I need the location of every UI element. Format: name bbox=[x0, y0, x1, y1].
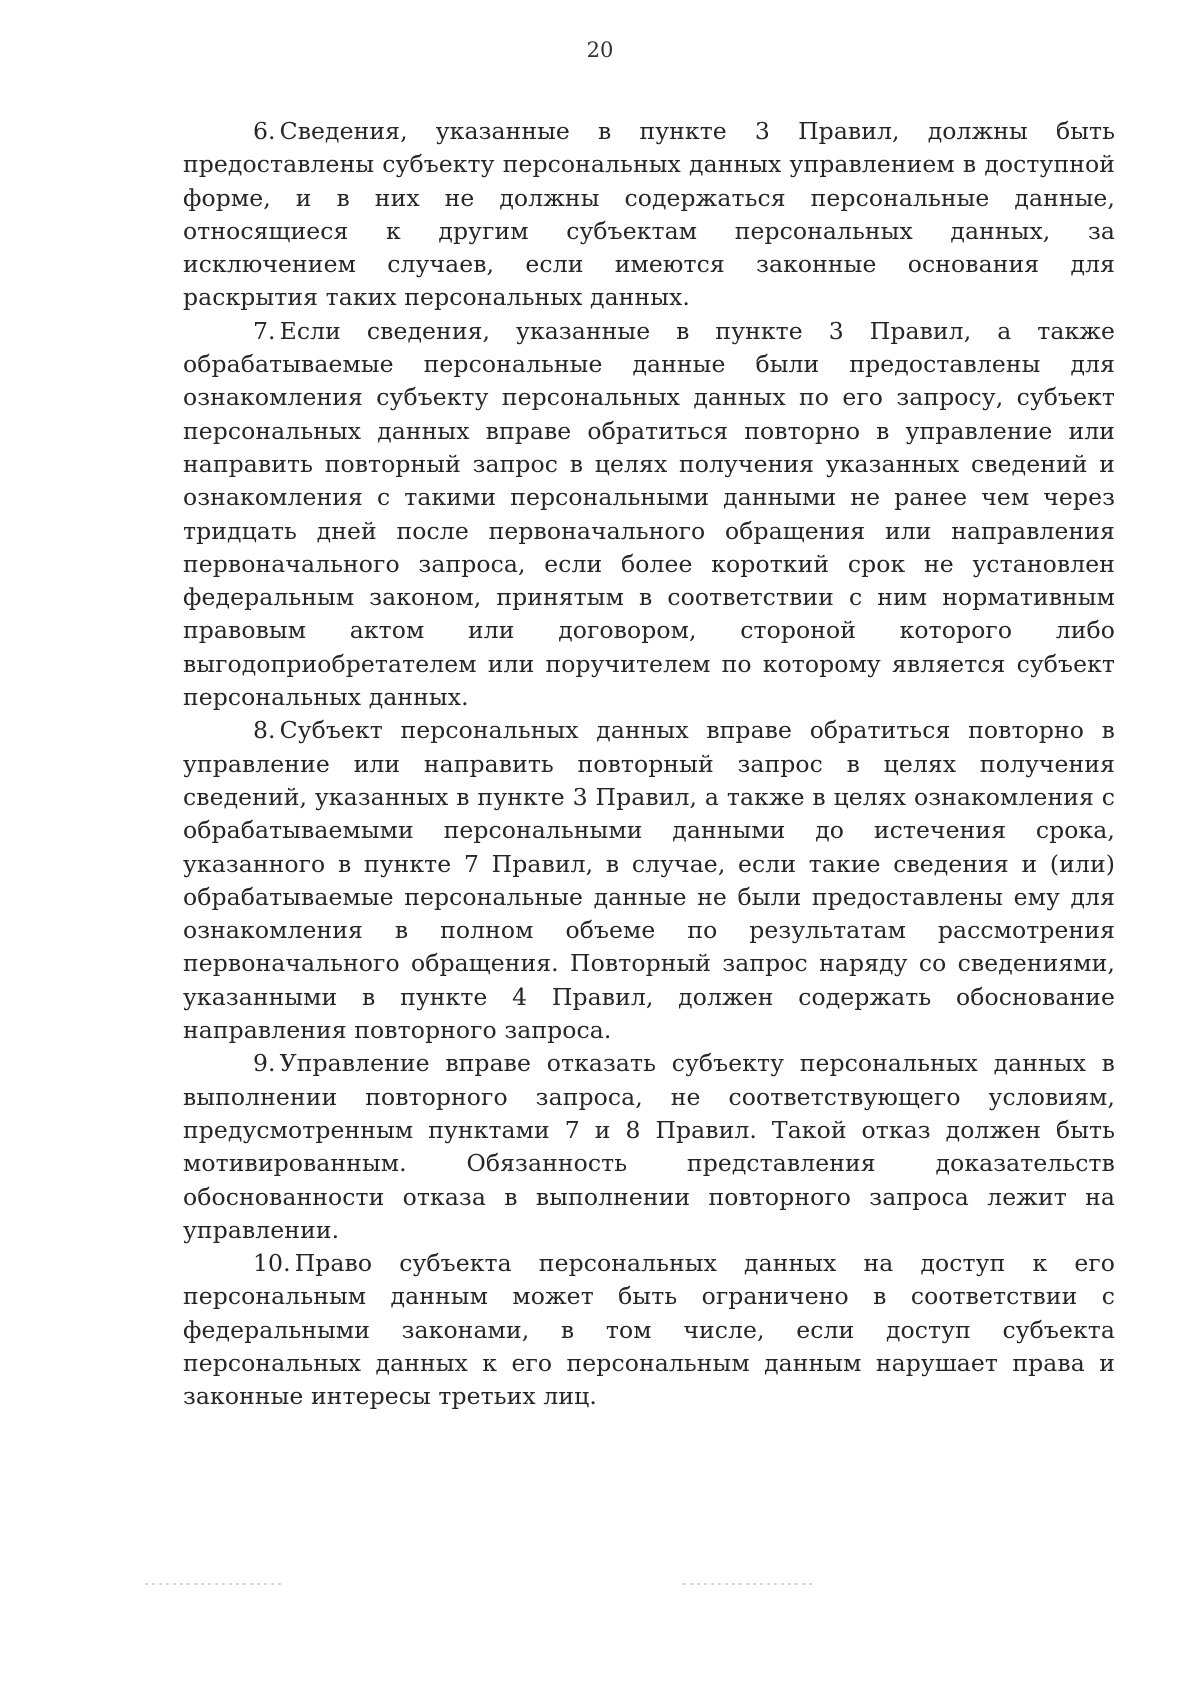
paragraph-10 bbox=[183, 1247, 1115, 1413]
paragraph-number: 9. bbox=[253, 1049, 276, 1078]
paragraph-number: 6. bbox=[253, 117, 276, 145]
scan-artifact bbox=[145, 1583, 285, 1585]
page-number: 20 bbox=[586, 38, 614, 62]
scan-artifact bbox=[683, 1583, 813, 1585]
paragraph-9 bbox=[183, 1047, 1115, 1247]
document-body bbox=[183, 115, 1115, 1414]
paragraph-text: Управление вправе отказать субъекту персональных данных в выполнении повторного запроса, не соответствующего условиям, предусмотренным пунктами 7 и 8 Правил. Такой отказ должен быть мотивированным. Обязанность представления доказательств обоснованности отказа в выполнении повторного запроса лежит на управлении. bbox=[183, 1049, 1115, 1244]
paragraph-text: Субъект персональных данных вправе обратиться повторно в управление или направить повторный запрос в целях получения сведений, указанных в пункте 3 Правил, а также в целях ознакомления с обрабатываемыми персональными данными до истечения срока, указанного в пункте 7 Правил, в случае, если такие сведения и (или) обрабатываемые персональные данные не были предоставлены ему для ознакомления в полном объеме по результатам рассмотрения первоначального обращения. Повторный запрос наряду со сведениями, указанными в пункте 4 Правил, должен содержать обоснование направления повторного запроса. bbox=[183, 716, 1115, 1045]
paragraph-6 bbox=[183, 115, 1115, 315]
paragraph-number: 8. bbox=[253, 716, 276, 745]
paragraph-8 bbox=[183, 714, 1115, 1047]
paragraph-number: 10. bbox=[253, 1249, 291, 1278]
paragraph-text: Если сведения, указанные в пункте 3 Правил, а также обрабатываемые персональные данные были предоставлены для ознакомления субъекту персональных данных по его запросу, субъект персональных данных вправе обратиться повторно в управление или направить повторный запрос в целях получения указанных сведений и ознакомления с такими персональными данными не ранее чем через тридцать дней после первоначального обращения или направления первоначального запроса, если более короткий срок не установлен федеральным законом, принятым в соответствии с ним нормативным правовым актом или договором, стороной которого либо выгодоприобретателем или поручителем по которому является субъект персональных данных. bbox=[183, 316, 1115, 712]
paragraph-text: Сведения, указанные в пункте 3 Правил, должны быть предоставлены субъекту персональных данных управлением в доступной форме, и в них не должны содержаться персональные данные, относящиеся к другим субъектам персональных данных, за исключением случаев, если имеются законные основания для раскрытия таких персональных данных. bbox=[183, 117, 1115, 312]
paragraph-number: 7. bbox=[253, 316, 276, 345]
paragraph-7 bbox=[183, 315, 1115, 715]
paragraph-text: Право субъекта персональных данных на доступ к его персональным данным может быть ограничено в соответствии с федеральными законами, в том числе, если доступ субъекта персональных данных к его персональным данным нарушает права и законные интересы третьих лиц. bbox=[183, 1249, 1115, 1411]
